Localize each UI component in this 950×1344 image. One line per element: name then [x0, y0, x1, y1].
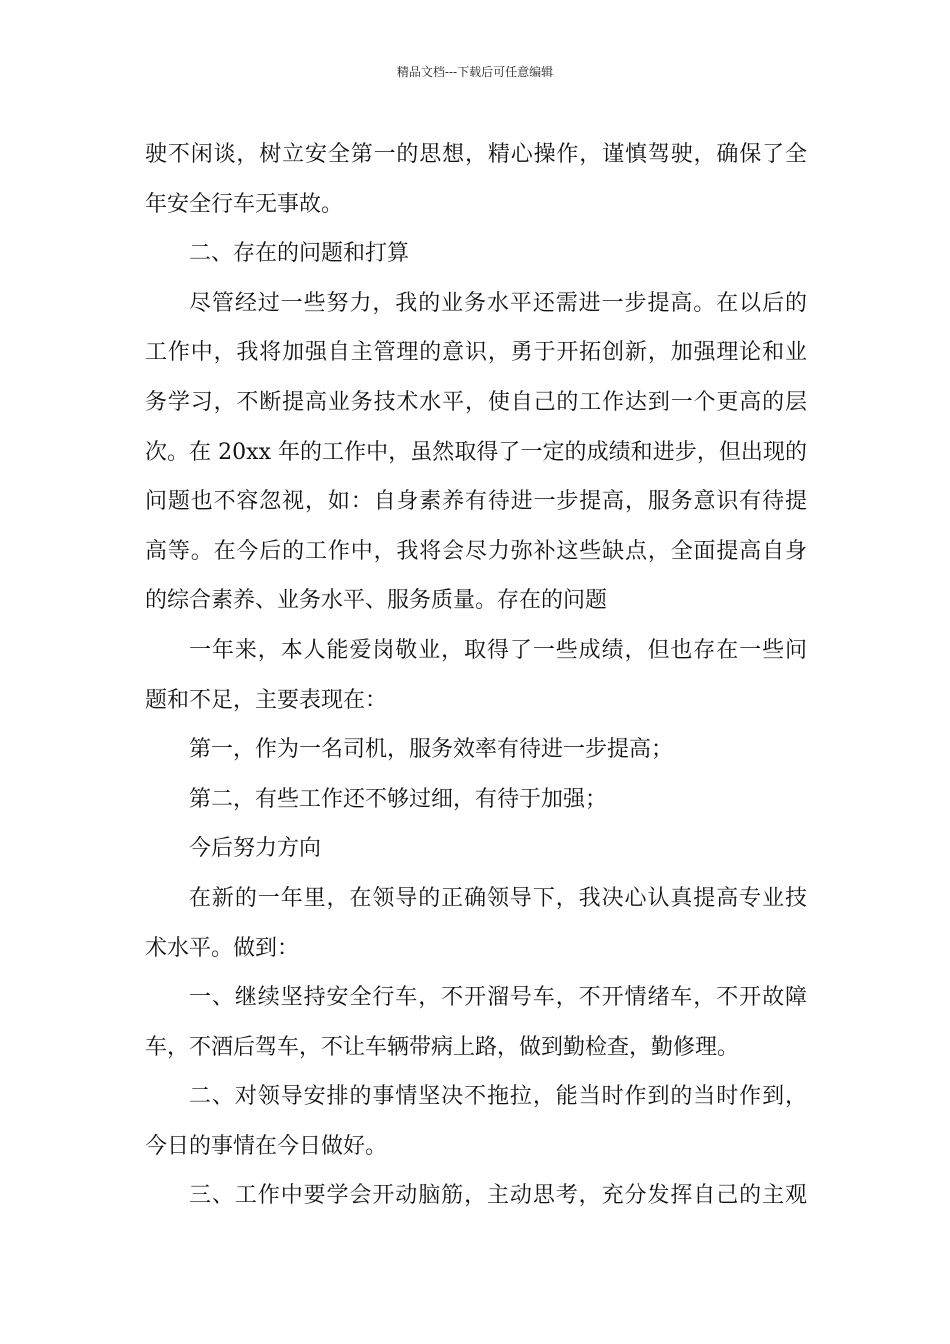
- section-heading: 二、存在的问题和打算: [189, 241, 410, 267]
- text-line: 三、工作中要学会开动脑筋，主动思考，充分发挥自己的主观: [189, 1183, 807, 1209]
- page-header: 精品文档---下载后可任意编辑: [396, 65, 554, 79]
- text-line: 第一，作为一名司机，服务效率有待进一步提高；: [189, 737, 674, 763]
- text-line: 第二，有些工作还不够过细，有待于加强；: [189, 786, 608, 812]
- text-line: 次。在 20xx 年的工作中，虽然取得了一定的成绩和进步，但出现的: [145, 439, 807, 465]
- section-heading: 今后努力方向: [189, 836, 322, 862]
- text-line: 工作中，我将加强自主管理的意识，勇于开拓创新，加强理论和业: [145, 340, 807, 366]
- text-line: 车，不酒后驾车，不让车辆带病上路，做到勤检查，勤修理。: [145, 1034, 740, 1060]
- text-line: 术水平。做到：: [145, 935, 300, 961]
- text-line: 今日的事情在今日做好。: [145, 1133, 388, 1159]
- text-line: 的综合素养、业务水平、服务质量。存在的问题: [145, 588, 608, 614]
- document-body: [145, 130, 807, 1221]
- text-line: 问题也不容忽视，如：自身素养有待进一步提高，服务意识有待提: [145, 489, 807, 515]
- text-line: 尽管经过一些努力，我的业务水平还需进一步提高。在以后的: [189, 290, 807, 316]
- text-line: 二、对领导安排的事情坚决不拖拉，能当时作到的当时作到，: [189, 1084, 807, 1110]
- text-line: 在新的一年里，在领导的正确领导下，我决心认真提高专业技: [189, 885, 807, 911]
- text-line: 务学习，不断提高业务技术水平，使自己的工作达到一个更高的层: [145, 389, 807, 415]
- text-line: 一、继续坚持安全行车，不开溜号车，不开情绪车，不开故障: [189, 985, 807, 1011]
- text-line: 题和不足，主要表现在：: [145, 687, 388, 713]
- text-line: 驶不闲谈，树立安全第一的思想，精心操作，谨慎驾驶，确保了全: [145, 142, 807, 167]
- text-line: 高等。在今后的工作中，我将会尽力弥补这些缺点，全面提高自身: [145, 538, 807, 564]
- text-line: 一年来，本人能爱岗敬业，取得了一些成绩，但也存在一些问: [189, 637, 807, 663]
- text-line: 年安全行车无事故。: [145, 191, 344, 217]
